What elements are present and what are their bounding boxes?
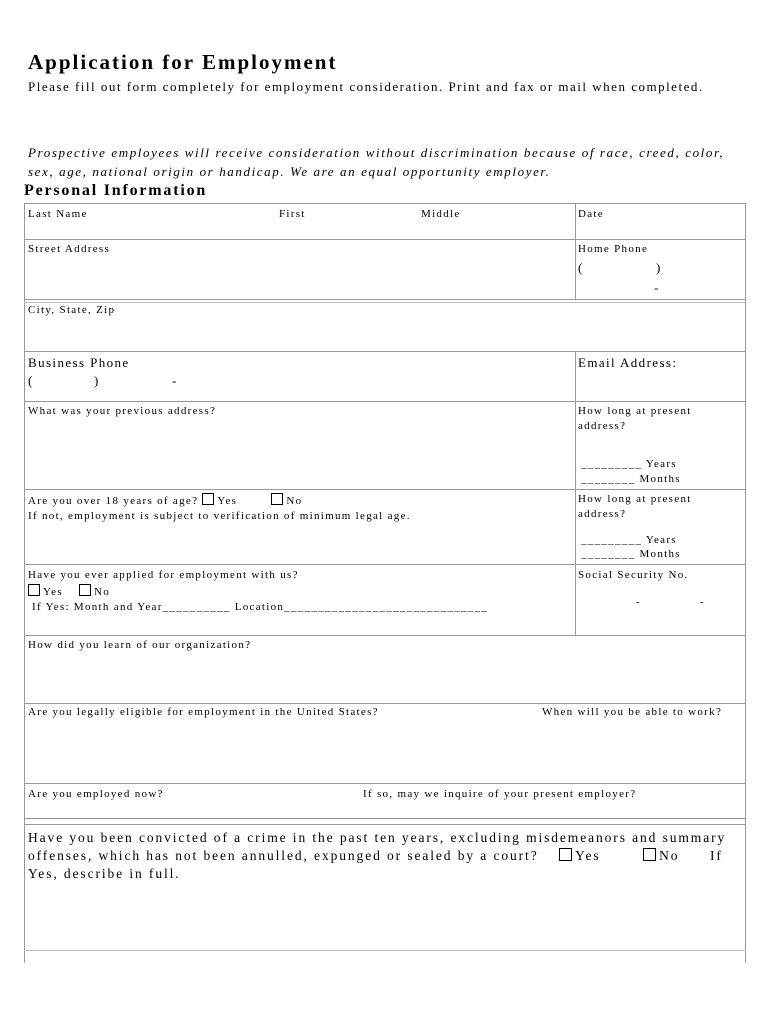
convicted-no-label: No bbox=[659, 848, 680, 863]
convicted-line-1: Have you been convicted of a crime in the past ten years, excluding misdemeanors and summary bbox=[28, 830, 727, 845]
years-blank-1: _________ Years bbox=[581, 458, 677, 470]
how-long-label-1: How long at present address? bbox=[578, 405, 692, 432]
how-long-label-2: How long at present address? bbox=[578, 493, 692, 520]
convicted-yes-checkbox[interactable] bbox=[559, 848, 572, 861]
over-18-label: Are you over 18 years of age? bbox=[28, 495, 199, 507]
over-18-note: If not, employment is subject to verification of minimum legal age. bbox=[28, 510, 411, 522]
city-state-zip-label: City, State, Zip bbox=[28, 304, 116, 316]
applied-yes-checkbox[interactable] bbox=[28, 584, 40, 596]
intro-text: Please fill out form completely for employment consideration. Print and fax or mail when completed. bbox=[28, 79, 704, 94]
first-name-label: First bbox=[279, 208, 306, 220]
convicted-line-2 bbox=[28, 847, 723, 865]
convicted-no-checkbox[interactable] bbox=[643, 848, 656, 861]
applied-if-yes-line: If Yes: Month and Year__________ Location______________________________ bbox=[32, 601, 489, 613]
over-18-question bbox=[28, 493, 302, 509]
email-address-label: Email Address: bbox=[578, 355, 678, 370]
over-18-yes-checkbox[interactable] bbox=[202, 493, 214, 505]
business-phone-label: Business Phone bbox=[28, 355, 130, 370]
legally-eligible-label: Are you legally eligible for employment in the United States? bbox=[28, 706, 379, 718]
convicted-if-label: If bbox=[709, 848, 723, 863]
eeo-statement: Prospective employees will receive consideration without discrimination because of race, creed, color, sex, age, national origin or handicap. We are an equal opportunity employer. bbox=[28, 145, 725, 179]
learn-of-org-label: How did you learn of our organization? bbox=[28, 639, 252, 651]
over-18-no-checkbox[interactable] bbox=[271, 493, 283, 505]
applied-before-options bbox=[28, 584, 110, 600]
convicted-question: offenses, which has not been annulled, expunged or sealed by a court? bbox=[28, 848, 539, 863]
employed-now-label: Are you employed now? bbox=[28, 788, 164, 800]
street-address-label: Street Address bbox=[28, 243, 111, 255]
convicted-yes-label: Yes bbox=[575, 848, 601, 863]
business-phone-paren-open: ( bbox=[28, 373, 34, 388]
date-label: Date bbox=[578, 208, 604, 220]
when-able-label: When will you be able to work? bbox=[542, 706, 723, 718]
applied-no-label: No bbox=[94, 586, 111, 598]
business-phone-dash: - bbox=[172, 373, 178, 388]
business-phone-paren-close: ) bbox=[94, 373, 100, 388]
months-blank-2: ________ Months bbox=[581, 548, 681, 560]
over-18-no-label: No bbox=[286, 495, 303, 507]
years-blank-2: _________ Years bbox=[581, 534, 677, 546]
applied-before-label: Have you ever applied for employment with us? bbox=[28, 569, 299, 581]
home-phone-dash: - bbox=[654, 280, 660, 295]
section-personal-information: Personal Information bbox=[24, 182, 208, 199]
convicted-line-3: Yes, describe in full. bbox=[28, 866, 181, 881]
applied-yes-label: Yes bbox=[43, 586, 63, 598]
home-phone-label: Home Phone bbox=[578, 243, 649, 255]
previous-address-label: What was your previous address? bbox=[28, 405, 217, 417]
inquire-employer-label: If so, may we inquire of your present employer? bbox=[363, 788, 637, 800]
over-18-yes-label: Yes bbox=[217, 495, 238, 507]
ssn-dash-1: - bbox=[636, 596, 641, 608]
page-title: Application for Employment bbox=[28, 50, 338, 74]
middle-name-label: Middle bbox=[421, 208, 461, 220]
home-phone-paren-open: ( bbox=[578, 260, 584, 275]
home-phone-paren-close: ) bbox=[656, 260, 662, 275]
months-blank-1: ________ Months bbox=[581, 473, 681, 485]
last-name-label: Last Name bbox=[28, 208, 88, 220]
ssn-dash-2: - bbox=[700, 596, 705, 608]
ssn-label: Social Security No. bbox=[578, 569, 689, 581]
applied-no-checkbox[interactable] bbox=[79, 584, 91, 596]
